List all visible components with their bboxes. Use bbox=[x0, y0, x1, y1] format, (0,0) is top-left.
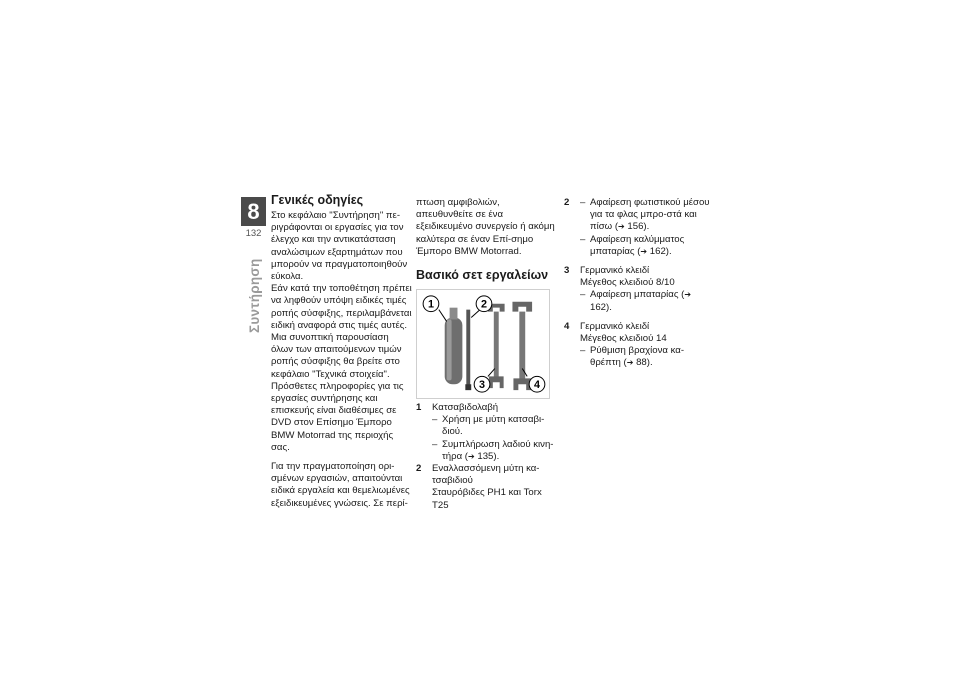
section-heading-toolkit: Βασικό σετ εργαλείων bbox=[416, 268, 549, 283]
tool-usage: – Αφαίρεση καλύμματος μπαταρίας (➔ 162). bbox=[580, 234, 714, 258]
page-reference: 88). bbox=[636, 357, 653, 369]
tool-entry-2-continued bbox=[564, 197, 714, 258]
page-reference-arrow-icon: ➔ bbox=[626, 358, 634, 368]
screwdriver-handle-drawing bbox=[445, 308, 463, 385]
page-reference-arrow-icon: ➔ bbox=[640, 246, 648, 256]
wrench-large-drawing bbox=[512, 302, 532, 390]
paragraph: Πρόσθετες πληροφορίες για τις εργασίες συντήρησης και επισκευής είναι διαθέσιμες σε DVD στον Επίσημο Έμπορο BMW Motorrad της περιοχής σας. bbox=[271, 380, 404, 453]
tool-usage: – Χρήση με μύτη κατσαβι-διού. bbox=[432, 414, 556, 438]
screwdriver-bit-drawing bbox=[465, 310, 471, 391]
svg-text:1: 1 bbox=[427, 298, 434, 311]
tool-name: Κατσαβιδολαβή bbox=[432, 402, 499, 414]
figure-label-2 bbox=[476, 296, 492, 312]
page-reference: 156). bbox=[627, 221, 650, 233]
page-reference-arrow-icon: ➔ bbox=[468, 451, 475, 461]
tool-name: Γερμανικό κλειδί bbox=[580, 320, 650, 332]
paragraph-continuation: πτωση αμφιβολιών, απευθυνθείτε σε ένα εξειδικευμένο συνεργείο ή ακόμη καλύτερα σε έναν Επί-σημο Έμπορο BMW Motorrad. bbox=[416, 197, 555, 257]
figure-label-1 bbox=[423, 296, 439, 312]
tool-number: 4 bbox=[564, 320, 570, 332]
tool-entry-4 bbox=[564, 321, 714, 370]
tool-name: Εναλλασσόμενη μύτη κα-τσαβιδιού bbox=[432, 463, 540, 487]
section-heading-general: Γενικές οδηγίες bbox=[271, 193, 364, 207]
tool-detail: Σταυρόβιδες PH1 και Torx T25 bbox=[432, 487, 542, 511]
tool-usage: – Ρύθμιση βραχίονα κα-θρέπτη (➔ 88). bbox=[580, 345, 714, 369]
page-reference: 135). bbox=[477, 450, 500, 462]
page-reference: 162). bbox=[649, 245, 672, 257]
chapter-number-tab: 8 bbox=[241, 197, 266, 226]
tool-entry-1 bbox=[416, 402, 556, 463]
figure-label-3 bbox=[474, 376, 490, 392]
svg-text:3: 3 bbox=[479, 379, 486, 392]
wrench-small-drawing bbox=[488, 304, 505, 388]
figure-label-4 bbox=[529, 376, 545, 392]
paragraph: Εάν κατά την τοποθέτηση πρέπει να ληφθούν υπόψη ειδικές τιμές ροπής σύσφιξης, περιλαμβάνεται ειδική αναφορά στις τιμές αυτές. Μια συνοπτική παρουσίαση όλων των απαιτούμενων τιμών ροπής σύσφιξης θα βρείτε στο κεφάλαιο "Τεχνικά στοιχεία". bbox=[271, 283, 412, 380]
tool-detail: Μέγεθος κλειδιού 14 bbox=[580, 333, 667, 345]
column-general-instructions bbox=[271, 193, 413, 510]
svg-text:4: 4 bbox=[533, 379, 541, 392]
tool-entry-3 bbox=[564, 265, 714, 314]
page-reference-arrow-icon: ➔ bbox=[618, 222, 625, 232]
tool-name: Γερμανικό κλειδί bbox=[580, 265, 650, 277]
tool-detail: Μέγεθος κλειδιού 8/10 bbox=[580, 277, 675, 289]
tool-number: 2 bbox=[564, 197, 570, 208]
page-reference: 162). bbox=[590, 301, 612, 313]
paragraph: Στο κεφάλαιο "Συντήρηση" πε-ριγράφονται οι εργασίες για τον έλεγχο και την αντικατάσταση αναλώσιμων εξαρτημάτων που μπορούν να πραγματοποιηθούν εύκολα. bbox=[271, 210, 408, 283]
column-toolkit bbox=[416, 197, 556, 512]
tool-number: 3 bbox=[564, 265, 570, 277]
tool-usage: – Αφαίρεση μπαταρίας (➔ 162). bbox=[580, 289, 714, 313]
tool-number: 2 bbox=[416, 463, 422, 475]
tool-entry-2 bbox=[416, 463, 556, 512]
chapter-side-title: Συντήρηση bbox=[247, 258, 262, 333]
page-reference-arrow-icon: ➔ bbox=[684, 290, 692, 300]
tool-usage: – Συμπλήρωση λαδιού κινη-τήρα (➔ 135). bbox=[432, 439, 556, 463]
page-number: 132 bbox=[245, 228, 262, 239]
toolkit-illustration bbox=[416, 289, 550, 399]
svg-text:2: 2 bbox=[480, 298, 487, 311]
tool-number: 1 bbox=[416, 402, 422, 414]
tool-usage: – Αφαίρεση φωτιστικού μέσου για τα φλας μπρο-στά και πίσω (➔ 156). bbox=[580, 197, 714, 234]
column-toolkit-continued bbox=[564, 197, 714, 370]
paragraph: Για την πραγματοποίηση ορι-σμένων εργασιών, απαιτούνται ειδικά εργαλεία και θεμελιωμένες εξειδικευμένες γνώσεις. Σε περί- bbox=[271, 461, 410, 509]
